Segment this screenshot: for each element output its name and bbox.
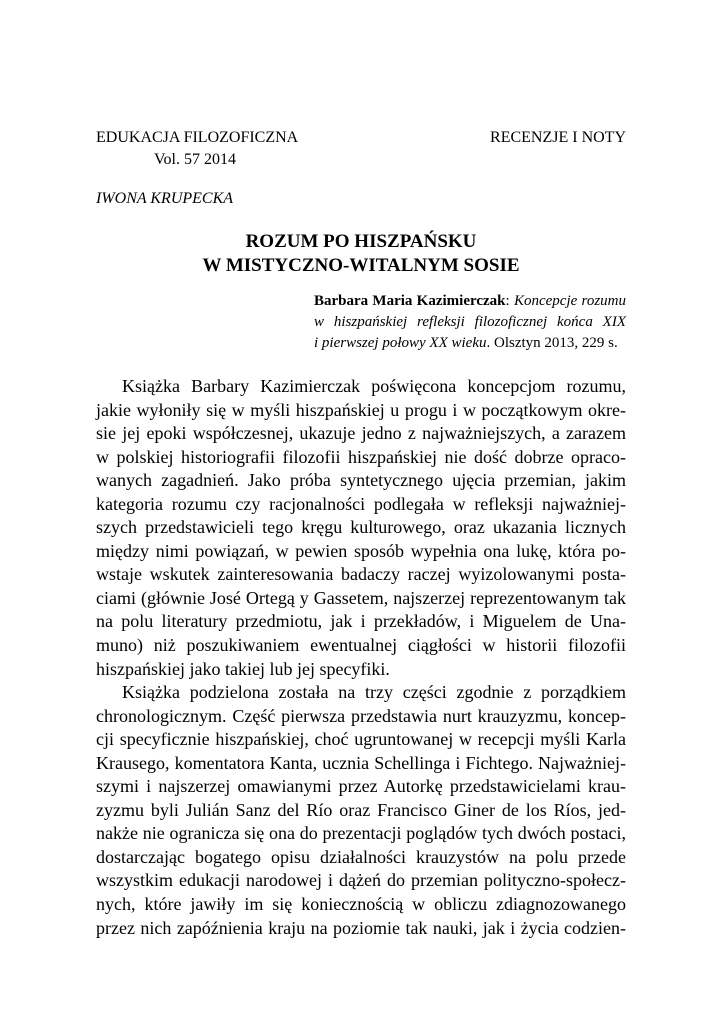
paragraph-line: hiszpańskiej jako takiej lub jej specyfiki. bbox=[96, 658, 390, 679]
paragraph-line: chronologicznym. Część pierwsza przedstawia nurt krauzyzmu, koncep- bbox=[96, 705, 626, 726]
review-author: IWONA KRUPECKA bbox=[96, 190, 234, 207]
paragraph-line: kategoria rozumu czy racjonalności podlegała w refleksji najważniej- bbox=[96, 493, 626, 514]
journal-name: EDUKACJA FILOZOFICZNA bbox=[96, 129, 299, 146]
book-title-part-3: i pierwszej połowy XX wieku bbox=[314, 335, 487, 351]
section-name: RECENZJE I NOTY bbox=[490, 129, 626, 146]
paragraph-line: zyzmu byli Julián Sanz del Río oraz Francisco Giner de los Ríos, jed- bbox=[96, 799, 626, 820]
reviewed-book-citation bbox=[314, 291, 626, 354]
paragraph-line: na polu literatury przedmiotu, jak i przekładów, i Miguelem de Una- bbox=[96, 611, 626, 632]
paragraph bbox=[96, 375, 626, 681]
paragraph-line: wszystkim edukacji narodowej i dążeń do przemian polityczno-społecz- bbox=[96, 870, 626, 891]
book-publication: . Olsztyn 2013, 229 s. bbox=[486, 335, 618, 351]
title-line-2: W MISTYCZNO-WITALNYM SOSIE bbox=[202, 255, 520, 276]
paragraph-line: przez nich zapóźnienia kraju na poziomie tak nauki, jak i życia codzien- bbox=[96, 917, 626, 938]
paragraph-line: między nimi powiązań, w pewien sposób wypełnia ona lukę, która po- bbox=[96, 540, 626, 561]
paragraph-line: dostarczając bogatego opisu działalności krauzystów na polu przede bbox=[96, 846, 626, 867]
paragraph-line: Książka podzielona została na trzy części zgodnie z porządkiem bbox=[122, 682, 626, 703]
book-author: Barbara Maria Kazimierczak bbox=[314, 293, 506, 309]
paragraph-line: nych, które jawiły im się koniecznością w obliczu zdiagnozowanego bbox=[96, 894, 626, 915]
paragraph-line: sie jej epoki współczesnej, ukazuje jedno z najważniejszych, a zarazem bbox=[96, 423, 626, 444]
document-page bbox=[96, 0, 626, 1024]
paragraph-line: Krausego, komentatora Kanta, ucznia Schellinga i Fichtego. Najważniej- bbox=[96, 752, 626, 773]
citation-colon: : bbox=[505, 293, 510, 309]
paragraph-line: nakże nie ogranicza się ona do prezentacji poglądów tych dwóch postaci, bbox=[96, 823, 626, 844]
paragraph-line: wstaje wskutek zainteresowania badaczy raczej wyizolowanymi posta- bbox=[96, 564, 626, 585]
paragraph-line: cji specyficznie hiszpańskiej, choć ugruntowanej w recepcji myśli Karla bbox=[96, 729, 626, 750]
paragraph-line: muno) niż poszukiwaniem ewentualnej ciągłości w historii filozofii bbox=[96, 635, 626, 656]
title-line-1: ROZUM PO HISZPAŃSKU bbox=[245, 231, 477, 252]
volume-info: Vol. 57 2014 bbox=[154, 151, 236, 168]
paragraph-line: ciami (głównie José Ortegą y Gassetem, najszerzej reprezentowanym tak bbox=[96, 587, 626, 608]
citation-line-1 bbox=[314, 291, 626, 312]
paragraph-line: wanych zagadnień. Jako próba syntetycznego ujęcia przemian, jakim bbox=[96, 470, 626, 491]
review-title bbox=[96, 230, 626, 278]
paragraph-line: jakie wyłoniły się w myśli hiszpańskiej u progu i w początkowym okre- bbox=[96, 399, 626, 420]
book-title-part-2: w hiszpańskiej refleksji filozoficznej końca XIX bbox=[314, 314, 626, 330]
paragraph-line: szymi i najszerzej omawianymi przez Autorkę przedstawicielami krau- bbox=[96, 776, 626, 797]
paragraph bbox=[96, 681, 626, 940]
paragraph-line: w polskiej historiografii filozofii hiszpańskiej nie dość dobrze opraco- bbox=[96, 446, 626, 467]
paragraph-line: Książka Barbary Kazimierczak poświęcona koncepcjom rozumu, bbox=[122, 376, 626, 396]
review-body bbox=[96, 375, 626, 940]
paragraph-line: szych przedstawicieli tego kręgu kulturowego, oraz ukazania licznych bbox=[96, 517, 626, 538]
citation-line-3 bbox=[314, 333, 626, 354]
book-title-part-1: Koncepcje rozumu bbox=[513, 293, 626, 309]
